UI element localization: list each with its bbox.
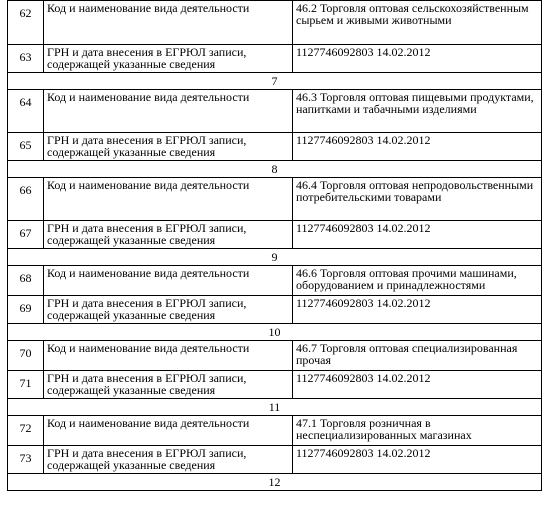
table-row xyxy=(8,266,542,296)
table-row xyxy=(8,45,542,73)
field-value: 1127746092803 14.02.2012 xyxy=(293,371,542,399)
row-number: 62 xyxy=(8,1,44,45)
section-header-row xyxy=(8,399,542,416)
row-number: 68 xyxy=(8,266,44,296)
field-value: 46.7 Торговля оптовая специализированная прочая xyxy=(293,341,542,371)
field-label: ГРН и дата внесения в ЕГРЮЛ записи, содержащей указанные сведения xyxy=(44,371,293,399)
field-label: Код и наименование вида деятельности xyxy=(44,416,293,446)
row-number: 64 xyxy=(8,90,44,133)
table-row xyxy=(8,133,542,161)
field-value: 1127746092803 14.02.2012 xyxy=(293,221,542,249)
section-number: 11 xyxy=(8,399,542,416)
section-number: 12 xyxy=(8,474,542,491)
table-row xyxy=(8,221,542,249)
field-value: 1127746092803 14.02.2012 xyxy=(293,45,542,73)
field-label: ГРН и дата внесения в ЕГРЮЛ записи, содержащей указанные сведения xyxy=(44,221,293,249)
section-header-row xyxy=(8,474,542,491)
field-value: 1127746092803 14.02.2012 xyxy=(293,296,542,324)
field-value: 46.6 Торговля оптовая прочими машинами, оборудованием и принадлежностями xyxy=(293,266,542,296)
field-label: ГРН и дата внесения в ЕГРЮЛ записи, содержащей указанные сведения xyxy=(44,446,293,474)
section-header-row xyxy=(8,161,542,178)
field-label: Код и наименование вида деятельности xyxy=(44,1,293,45)
row-number: 67 xyxy=(8,221,44,249)
table-row xyxy=(8,90,542,133)
table-row xyxy=(8,371,542,399)
field-value: 46.3 Торговля оптовая пищевыми продуктами, напитками и табачными изделиями xyxy=(293,90,542,133)
field-value: 1127746092803 14.02.2012 xyxy=(293,133,542,161)
egrul-activities-table xyxy=(7,0,542,491)
section-header-row xyxy=(8,324,542,341)
table-row xyxy=(8,446,542,474)
row-number: 69 xyxy=(8,296,44,324)
section-number: 8 xyxy=(8,161,542,178)
field-label: Код и наименование вида деятельности xyxy=(44,266,293,296)
section-number: 9 xyxy=(8,249,542,266)
field-label: Код и наименование вида деятельности xyxy=(44,90,293,133)
field-label: ГРН и дата внесения в ЕГРЮЛ записи, содержащей указанные сведения xyxy=(44,45,293,73)
field-label: ГРН и дата внесения в ЕГРЮЛ записи, содержащей указанные сведения xyxy=(44,133,293,161)
field-label: ГРН и дата внесения в ЕГРЮЛ записи, содержащей указанные сведения xyxy=(44,296,293,324)
row-number: 70 xyxy=(8,341,44,371)
field-value: 1127746092803 14.02.2012 xyxy=(293,446,542,474)
section-header-row xyxy=(8,249,542,266)
row-number: 73 xyxy=(8,446,44,474)
row-number: 66 xyxy=(8,178,44,221)
table-row xyxy=(8,341,542,371)
table-row xyxy=(8,178,542,221)
table-row xyxy=(8,296,542,324)
field-value: 47.1 Торговля розничная в неспециализированных магазинах xyxy=(293,416,542,446)
section-number: 7 xyxy=(8,73,542,90)
field-value: 46.4 Торговля оптовая непродовольственными потребительскими товарами xyxy=(293,178,542,221)
section-header-row xyxy=(8,73,542,90)
row-number: 63 xyxy=(8,45,44,73)
table-row xyxy=(8,416,542,446)
field-label: Код и наименование вида деятельности xyxy=(44,178,293,221)
field-value: 46.2 Торговля оптовая сельскохозяйственным сырьем и живыми животными xyxy=(293,1,542,45)
row-number: 71 xyxy=(8,371,44,399)
table-row xyxy=(8,1,542,45)
row-number: 72 xyxy=(8,416,44,446)
section-number: 10 xyxy=(8,324,542,341)
field-label: Код и наименование вида деятельности xyxy=(44,341,293,371)
row-number: 65 xyxy=(8,133,44,161)
